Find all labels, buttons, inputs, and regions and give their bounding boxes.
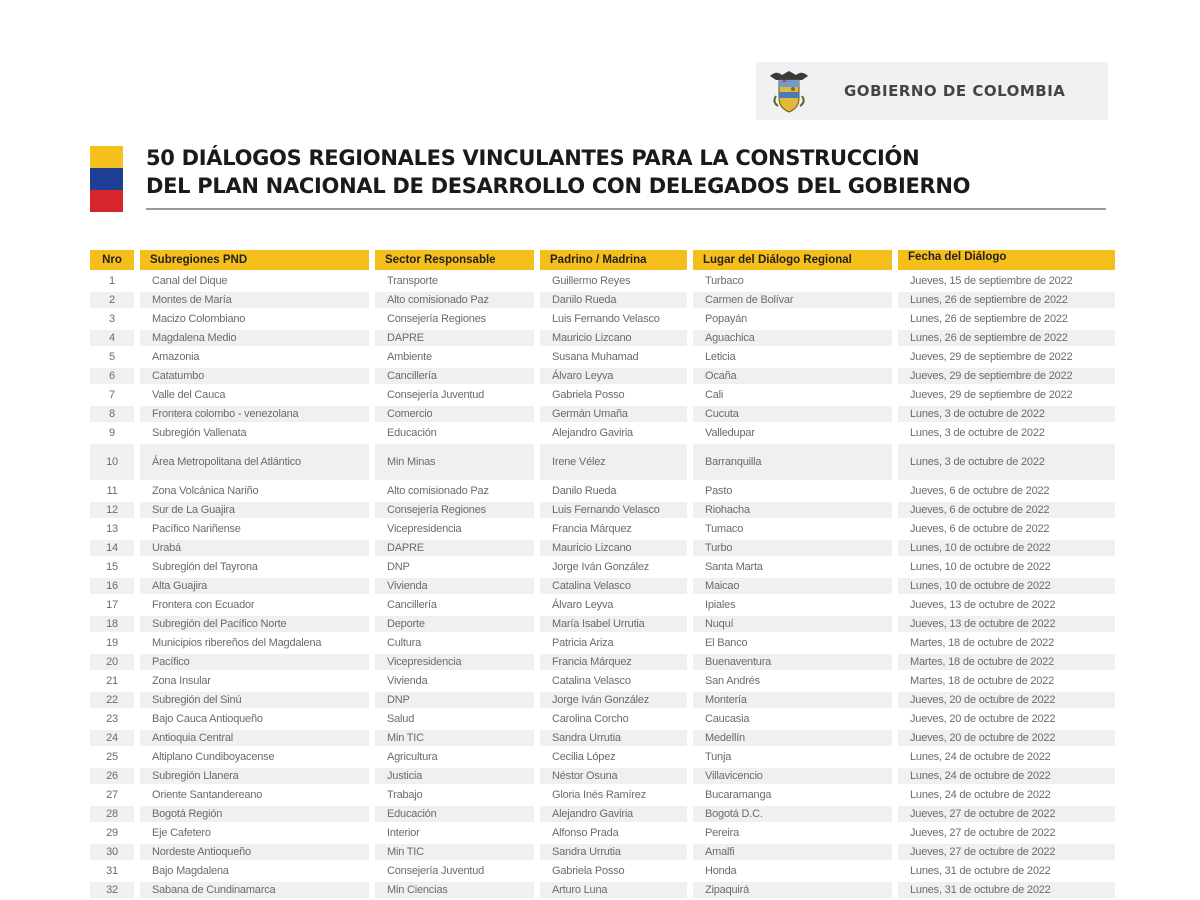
column-header-sponsor: Padrino / Madrina [540, 250, 687, 270]
cell-nro: 20 [90, 654, 134, 670]
cell-sector: Educación [375, 806, 534, 822]
cell-subregion: Canal del Dique [152, 275, 228, 287]
cell-location: Santa Marta [705, 561, 763, 573]
cell-location: Maicao [693, 578, 892, 594]
cell-location: Tumaco [705, 523, 744, 535]
cell-date: Jueves, 20 de octubre de 2022 [898, 692, 1115, 708]
cell-subregion: Catatumbo [140, 368, 369, 384]
cell-location: Popayán [705, 313, 748, 325]
cell-sponsor: Álvaro Leyva [552, 599, 614, 611]
cell-nro: 13 [106, 523, 118, 535]
cell-nro: 22 [90, 692, 134, 708]
cell-subregion: Zona Insular [152, 675, 211, 687]
cell-sector: Consejería Regiones [375, 502, 534, 518]
cell-location: Cali [705, 389, 724, 401]
cell-sponsor: Alejandro Gaviria [540, 806, 687, 822]
cell-location: Riohacha [693, 502, 892, 518]
cell-subregion: Zona Volcánica Nariño [152, 485, 259, 497]
cell-sector: Cancillería [387, 599, 437, 611]
government-logo-block [756, 62, 1108, 120]
cell-subregion: Bajo Magdalena [152, 865, 229, 877]
cell-sector: Alto comisionado Paz [387, 485, 489, 497]
cell-location: Turbo [693, 540, 892, 556]
cell-sector: Transporte [387, 275, 438, 287]
cell-date: Lunes, 3 de octubre de 2022 [898, 406, 1115, 422]
cell-subregion: Pacífico [140, 654, 369, 670]
cell-nro: 4 [90, 330, 134, 346]
cell-date: Lunes, 26 de septiembre de 2022 [898, 292, 1115, 308]
cell-sector: Agricultura [387, 751, 438, 763]
cell-sponsor: Mauricio Lizcano [540, 330, 687, 346]
cell-subregion: Frontera con Ecuador [152, 599, 255, 611]
cell-sector: Salud [387, 713, 415, 725]
cell-sector: Vicepresidencia [375, 654, 534, 670]
cell-location: San Andrés [705, 675, 760, 687]
cell-location: Carmen de Bolívar [693, 292, 892, 308]
cell-sponsor: Guillermo Reyes [552, 275, 631, 287]
cell-subregion: Nordeste Antioqueño [140, 844, 369, 860]
cell-subregion: Antioquia Central [140, 730, 369, 746]
cell-date: Lunes, 3 de octubre de 2022 [910, 427, 1045, 439]
cell-date: Martes, 18 de octubre de 2022 [898, 654, 1115, 670]
cell-subregion: Oriente Santandereano [152, 789, 263, 801]
cell-nro: 1 [109, 275, 115, 287]
cell-subregion: Valle del Cauca [152, 389, 226, 401]
cell-subregion: Bajo Cauca Antioqueño [152, 713, 263, 725]
cell-location: Caucasia [705, 713, 750, 725]
cell-location: Valledupar [705, 427, 755, 439]
cell-subregion: Subregión del Tayrona [152, 561, 258, 573]
cell-sector: Cultura [387, 637, 422, 649]
cell-subregion: Macizo Colombiano [152, 313, 246, 325]
cell-sponsor: Francia Márquez [540, 654, 687, 670]
cell-sector: Alto comisionado Paz [375, 292, 534, 308]
cell-sector: Min Minas [375, 444, 534, 480]
cell-sponsor: Gabriela Posso [552, 865, 625, 877]
cell-subregion: Pacífico Nariñense [152, 523, 241, 535]
cell-location: Buenaventura [693, 654, 892, 670]
cell-sponsor: Patricia Ariza [552, 637, 614, 649]
cell-nro: 7 [109, 389, 115, 401]
cell-subregion: Sabana de Cundinamarca [140, 882, 369, 898]
cell-sector: Educación [387, 427, 437, 439]
cell-subregion: Sur de La Guajira [140, 502, 369, 518]
cell-nro: 2 [90, 292, 134, 308]
cell-nro: 23 [106, 713, 118, 725]
cell-location: Bucaramanga [705, 789, 772, 801]
cell-sponsor: María Isabel Urrutia [540, 616, 687, 632]
cell-sponsor: Gloria Inés Ramírez [552, 789, 647, 801]
cell-nro: 19 [106, 637, 118, 649]
cell-date: Jueves, 20 de octubre de 2022 [910, 713, 1056, 725]
cell-date: Lunes, 26 de septiembre de 2022 [898, 330, 1115, 346]
title-line-2: DEL PLAN NACIONAL DE DESARROLLO CON DELEGADOS DEL GOBIERNO [146, 174, 971, 198]
cell-location: Ipiales [705, 599, 736, 611]
cell-nro: 3 [109, 313, 115, 325]
cell-sector: Trabajo [387, 789, 423, 801]
flag-yellow-stripe [90, 146, 123, 168]
flag-red-stripe [90, 190, 123, 212]
cell-nro: 17 [106, 599, 118, 611]
cell-nro: 11 [106, 485, 118, 497]
cell-sector: DNP [375, 692, 534, 708]
cell-location: Aguachica [693, 330, 892, 346]
cell-location: Cucuta [693, 406, 892, 422]
cell-nro: 32 [90, 882, 134, 898]
cell-sponsor: Danilo Rueda [540, 292, 687, 308]
cell-sponsor: Sandra Urrutia [540, 730, 687, 746]
cell-date: Lunes, 31 de octubre de 2022 [910, 865, 1051, 877]
cell-subregion: Frontera colombo - venezolana [140, 406, 369, 422]
column-header-nro: Nro [90, 250, 134, 270]
cell-date: Jueves, 27 de octubre de 2022 [910, 827, 1056, 839]
cell-date: Martes, 18 de octubre de 2022 [910, 675, 1055, 687]
cell-sponsor: Sandra Urrutia [540, 844, 687, 860]
cell-sector: DNP [387, 561, 410, 573]
cell-nro: 26 [90, 768, 134, 784]
cell-location: Nuquí [693, 616, 892, 632]
government-label: GOBIERNO DE COLOMBIA [844, 82, 1066, 100]
title-line-1: 50 DIÁLOGOS REGIONALES VINCULANTES PARA LA CONSTRUCCIÓN [146, 146, 920, 170]
cell-subregion: Área Metropolitana del Atlántico [140, 444, 369, 480]
cell-subregion: Bogotá Región [140, 806, 369, 822]
cell-subregion: Urabá [140, 540, 369, 556]
cell-date: Lunes, 10 de octubre de 2022 [898, 578, 1115, 594]
cell-sector: Vivienda [387, 675, 428, 687]
cell-sponsor: Luis Fernando Velasco [540, 502, 687, 518]
cell-date: Lunes, 26 de septiembre de 2022 [910, 313, 1068, 325]
cell-nro: 27 [106, 789, 118, 801]
cell-sector: Interior [387, 827, 420, 839]
cell-date: Jueves, 27 de octubre de 2022 [898, 844, 1115, 860]
cell-nro: 6 [90, 368, 134, 384]
cell-location: Honda [705, 865, 737, 877]
cell-date: Jueves, 6 de octubre de 2022 [898, 502, 1115, 518]
cell-nro: 24 [90, 730, 134, 746]
cell-sponsor: Catalina Velasco [540, 578, 687, 594]
page-title [146, 144, 1116, 200]
cell-location: Montería [693, 692, 892, 708]
cell-date: Jueves, 13 de octubre de 2022 [898, 616, 1115, 632]
cell-nro: 15 [106, 561, 118, 573]
cell-location: Bogotá D.C. [693, 806, 892, 822]
cell-sponsor: Germán Umaña [540, 406, 687, 422]
cell-sponsor: Francia Márquez [552, 523, 632, 535]
cell-sponsor: Jorge Iván González [540, 692, 687, 708]
cell-date: Jueves, 6 de octubre de 2022 [910, 485, 1050, 497]
cell-nro: 5 [109, 351, 115, 363]
cell-subregion: Subregión del Sinú [140, 692, 369, 708]
cell-sector: Consejería Regiones [387, 313, 486, 325]
cell-location: Zipaquirá [693, 882, 892, 898]
cell-location: Pereira [705, 827, 740, 839]
cell-subregion: Montes de María [140, 292, 369, 308]
cell-nro: 31 [106, 865, 118, 877]
cell-date: Martes, 18 de octubre de 2022 [910, 637, 1055, 649]
cell-sector: Justicia [375, 768, 534, 784]
cell-date: Lunes, 24 de octubre de 2022 [898, 768, 1115, 784]
cell-nro: 25 [106, 751, 118, 763]
cell-subregion: Amazonia [152, 351, 200, 363]
cell-date: Jueves, 6 de octubre de 2022 [910, 523, 1050, 535]
cell-nro: 18 [90, 616, 134, 632]
cell-sponsor: Arturo Luna [540, 882, 687, 898]
cell-location: Pasto [705, 485, 733, 497]
cell-date: Lunes, 24 de octubre de 2022 [910, 751, 1051, 763]
colombia-flag-bar [90, 146, 123, 212]
cell-sector: Min Ciencias [375, 882, 534, 898]
cell-subregion: Subregión Llanera [140, 768, 369, 784]
cell-date: Lunes, 10 de octubre de 2022 [910, 561, 1051, 573]
cell-location: Ocaña [693, 368, 892, 384]
cell-nro: 8 [90, 406, 134, 422]
cell-sponsor: Catalina Velasco [552, 675, 631, 687]
cell-sector: Min TIC [375, 844, 534, 860]
cell-sector: Consejería Juventud [387, 389, 485, 401]
cell-sector: DAPRE [375, 330, 534, 346]
cell-sponsor: Cecilia López [552, 751, 616, 763]
dialogues-table [90, 250, 1105, 898]
title-divider [146, 208, 1106, 210]
cell-sector: Min TIC [375, 730, 534, 746]
cell-date: Jueves, 29 de septiembre de 2022 [898, 368, 1115, 384]
cell-subregion: Eje Cafetero [152, 827, 211, 839]
cell-location: Tunja [705, 751, 732, 763]
cell-sector: DAPRE [375, 540, 534, 556]
cell-subregion: Magdalena Medio [140, 330, 369, 346]
cell-nro: 9 [109, 427, 115, 439]
cell-sponsor: Danilo Rueda [552, 485, 617, 497]
cell-subregion: Subregión del Pacífico Norte [140, 616, 369, 632]
cell-sponsor: Alejandro Gaviria [552, 427, 633, 439]
cell-sector: Cancillería [375, 368, 534, 384]
cell-subregion: Subregión Vallenata [152, 427, 247, 439]
cell-date: Jueves, 29 de septiembre de 2022 [910, 389, 1073, 401]
cell-sponsor: Jorge Iván González [552, 561, 650, 573]
cell-nro: 14 [90, 540, 134, 556]
cell-sector: Comercio [375, 406, 534, 422]
cell-nro: 30 [90, 844, 134, 860]
cell-date: Jueves, 20 de octubre de 2022 [898, 730, 1115, 746]
cell-date: Lunes, 24 de octubre de 2022 [910, 789, 1051, 801]
flag-blue-stripe [90, 168, 123, 190]
cell-date: Jueves, 13 de octubre de 2022 [910, 599, 1056, 611]
cell-date: Jueves, 27 de octubre de 2022 [898, 806, 1115, 822]
column-header-sector: Sector Responsable [375, 250, 534, 270]
cell-sponsor: Mauricio Lizcano [540, 540, 687, 556]
cell-location: Amalfi [693, 844, 892, 860]
cell-nro: 29 [106, 827, 118, 839]
cell-subregion: Alta Guajira [140, 578, 369, 594]
cell-sector: Vicepresidencia [387, 523, 462, 535]
cell-sponsor: Luis Fernando Velasco [552, 313, 660, 325]
cell-date: Jueves, 15 de septiembre de 2022 [910, 275, 1073, 287]
cell-location: Villavicencio [693, 768, 892, 784]
cell-date: Jueves, 29 de septiembre de 2022 [910, 351, 1073, 363]
cell-location: El Banco [705, 637, 748, 649]
cell-location: Medellín [693, 730, 892, 746]
cell-subregion: Municipios ribereños del Magdalena [152, 637, 322, 649]
cell-nro: 28 [90, 806, 134, 822]
cell-date: Lunes, 10 de octubre de 2022 [898, 540, 1115, 556]
cell-location: Turbaco [705, 275, 744, 287]
cell-sector: Vivienda [375, 578, 534, 594]
cell-sponsor: Gabriela Posso [552, 389, 625, 401]
cell-sector: Consejería Juventud [387, 865, 485, 877]
cell-date: Lunes, 31 de octubre de 2022 [898, 882, 1115, 898]
column-header-subregion: Subregiones PND [140, 250, 369, 270]
cell-nro: 10 [90, 444, 134, 480]
cell-sponsor: Alfonso Prada [552, 827, 619, 839]
cell-subregion: Altiplano Cundiboyacense [152, 751, 275, 763]
coat-of-arms-icon [766, 66, 812, 116]
cell-location: Leticia [705, 351, 736, 363]
cell-sponsor: Néstor Osuna [540, 768, 687, 784]
cell-sector: Ambiente [387, 351, 432, 363]
cell-sponsor: Álvaro Leyva [540, 368, 687, 384]
cell-nro: 12 [90, 502, 134, 518]
cell-sponsor: Susana Muhamad [552, 351, 639, 363]
column-header-date: Fecha del Diálogo [898, 250, 1115, 270]
cell-location: Barranquilla [693, 444, 892, 480]
cell-nro: 16 [90, 578, 134, 594]
cell-sponsor: Irene Vélez [540, 444, 687, 480]
column-header-location: Lugar del Diálogo Regional [693, 250, 892, 270]
cell-date: Lunes, 3 de octubre de 2022 [898, 444, 1115, 480]
cell-nro: 21 [106, 675, 118, 687]
cell-sponsor: Carolina Corcho [552, 713, 629, 725]
cell-sector: Deporte [375, 616, 534, 632]
